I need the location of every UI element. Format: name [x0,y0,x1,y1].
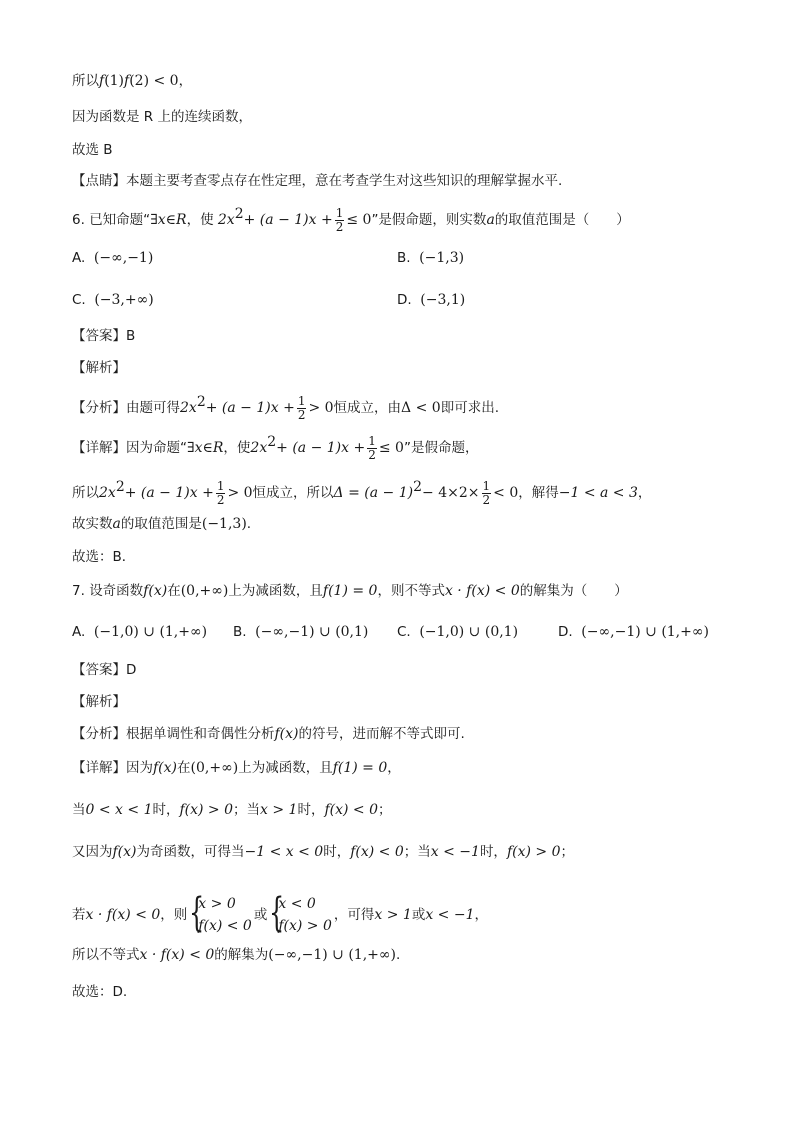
math: ≤ 0 [346,212,372,228]
question-6 [72,204,734,234]
fraction: $\frac{1}{2}$ [335,205,344,234]
math: ∃x∈R [150,212,187,228]
analysis-heading: 【解析】 [72,694,126,710]
conclusion-line: 故选：D. [72,984,128,1000]
math: 2x [217,212,235,228]
analysis-line: 【分析】根据单调性和奇偶性分析f(x)的符号，进而解不等式即可. [72,726,465,742]
math: 2 [234,206,244,222]
question-7: 7. 设奇函数f(x)在(0,+∞)上为减函数，且f(1) = 0，则不等式x · f(x) < 0的解集为（ ） [72,583,628,599]
text-line: 故选 B [72,142,113,158]
option-c: C. (−1,0) ∪ (0,1) [397,624,519,640]
answer-line: 【答案】D [72,662,137,678]
detail-line: 【详解】因为f(x)在(0,+∞)上为减函数，且f(1) = 0， [72,760,401,776]
text: 已知命题“ [89,212,151,228]
math: f [124,73,130,89]
answer-line: 【答案】B [72,328,136,344]
analysis-line: 【分析】由题可得$2x^2+ (a - 1)x$ + $\frac{1}{2}$ > 0恒成立，由Δ < 0即可求出. [72,393,499,422]
text: 的取值范围是（ ） [494,212,630,228]
tag: 【点睛】 [72,173,126,189]
option-d: D. (−∞,−1) ∪ (1,+∞) [558,624,709,640]
detail-line: 当0 < x < 1时，f(x) > 0；当x > 1时，f(x) < 0； [72,802,392,818]
text-line: 因为函数是 R 上的连续函数， [72,109,252,125]
math: f [99,73,105,89]
conclusion-line: 故选：B． [72,549,136,565]
detail-line: 故实数a的取值范围是(−1,3). [72,516,252,532]
fraction: $\frac{1}{2}$ [482,478,491,507]
fraction: $\frac{1}{2}$ [216,478,225,507]
equation-system: { x > 0 f(x) < 0 [189,890,252,936]
detail-line: 若x · f(x) < 0，则 { x > 0 f(x) < 0 或 { x < 0 f(x) > 0 ，可得x > 1或x < −1， [72,890,488,936]
detail-line: 所以$2x^2+ (a - 1)x$ + $\frac{1}{2}$ > 0恒成立，所以$\Delta = (a - 1)^2- 4\times 2\times$ $\frac{1}{2}$ < 0，解得−1 < a < 3， [72,478,652,507]
text: ”是假命题，则实数 [371,212,487,228]
math: (2) < 0 [129,73,179,89]
text: ， [178,73,193,89]
text: 本题主要考查零点存在性定理，意在考查学生对这些知识的理解掌握水平. [126,173,563,189]
option-a: A. (−∞,−1) [72,250,154,266]
detail-line: 又因为f(x)为奇函数，可得当−1 < x < 0时，f(x) < 0；当x < −1时，f(x) > 0； [72,844,574,860]
detail-line: 所以不等式x · f(x) < 0的解集为(−∞,−1) ∪ (1,+∞). [72,947,401,963]
text: ，使 [186,212,214,228]
text: 所以 [72,73,99,89]
analysis-heading: 【解析】 [72,360,126,376]
detail-line: 【详解】因为命题“∃x∈R，使$2x^2+ (a - 1)x$ + $\frac{1}{2}$ ≤ 0”是假命题， [72,433,479,462]
option-a: A. (−1,0) ∪ (1,+∞) [72,624,208,640]
text-line [72,71,734,91]
option-b: B. (−∞,−1) ∪ (0,1) [233,624,369,640]
question-number: 6. [72,212,85,228]
math: (1) [104,73,125,89]
option-b: B. (−1,3) [397,250,465,266]
option-c: C. (−3,+∞) [72,292,154,308]
math: a [486,212,495,228]
comment-line [72,171,734,191]
math: + (a − 1)x + [243,212,333,228]
fraction: $\frac{1}{2}$ [368,433,376,462]
option-d: D. (−3,1) [397,292,466,308]
equation-system: { x < 0 f(x) > 0 [269,890,332,936]
fraction: $\frac{1}{2}$ [297,393,306,422]
